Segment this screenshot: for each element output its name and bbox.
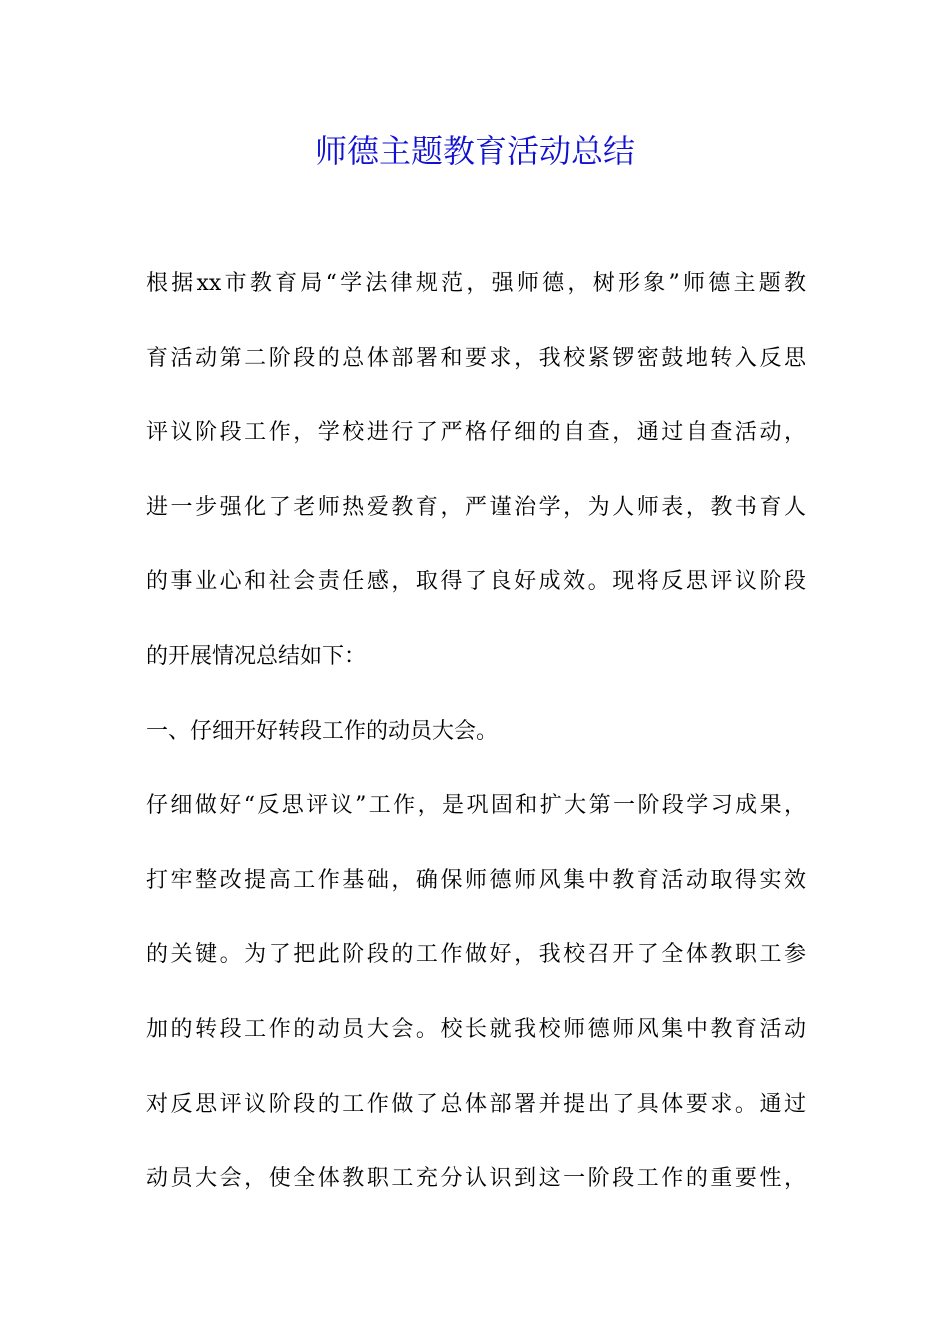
text-line: 加的转段工作的动员大会。校长就我校师德师风集中教育活动 [146,1016,806,1042]
text-line: 的关键。为了把此阶段的工作做好，我校召开了全体教职工参 [146,942,806,968]
text-line: 对反思评议阶段的工作做了总体部署并提出了具体要求。通过 [146,1091,806,1117]
text-line: 仔细做好“反思评议”工作，是巩固和扩大第一阶段学习成果， [146,793,806,819]
text-line: 进一步强化了老师热爱教育，严谨治学，为人师表，教书育人 [146,494,806,520]
text-line: 打牢整改提高工作基础，确保师德师风集中教育活动取得实效 [146,867,806,893]
text-line: 根据xx市教育局“学法律规范，强师德，树形象”师德主题教 [146,271,806,296]
text-line: 的事业心和社会责任感，取得了良好成效。现将反思评议阶段 [146,569,806,595]
text-line: 育活动第二阶段的总体部署和要求，我校紧锣密鼓地转入反思 [146,345,806,371]
text-line: 一、仔细开好转段工作的动员大会。 [146,718,499,744]
text-line: 评议阶段工作，学校进行了严格仔细的自查，通过自查活动， [146,420,806,446]
document-title: 师德主题教育活动总结 [314,132,635,170]
text-line: 的开展情况总结如下： [146,643,367,669]
text-line: 动员大会，使全体教职工充分认识到这一阶段工作的重要性， [146,1166,806,1192]
document-body [146,262,806,1232]
